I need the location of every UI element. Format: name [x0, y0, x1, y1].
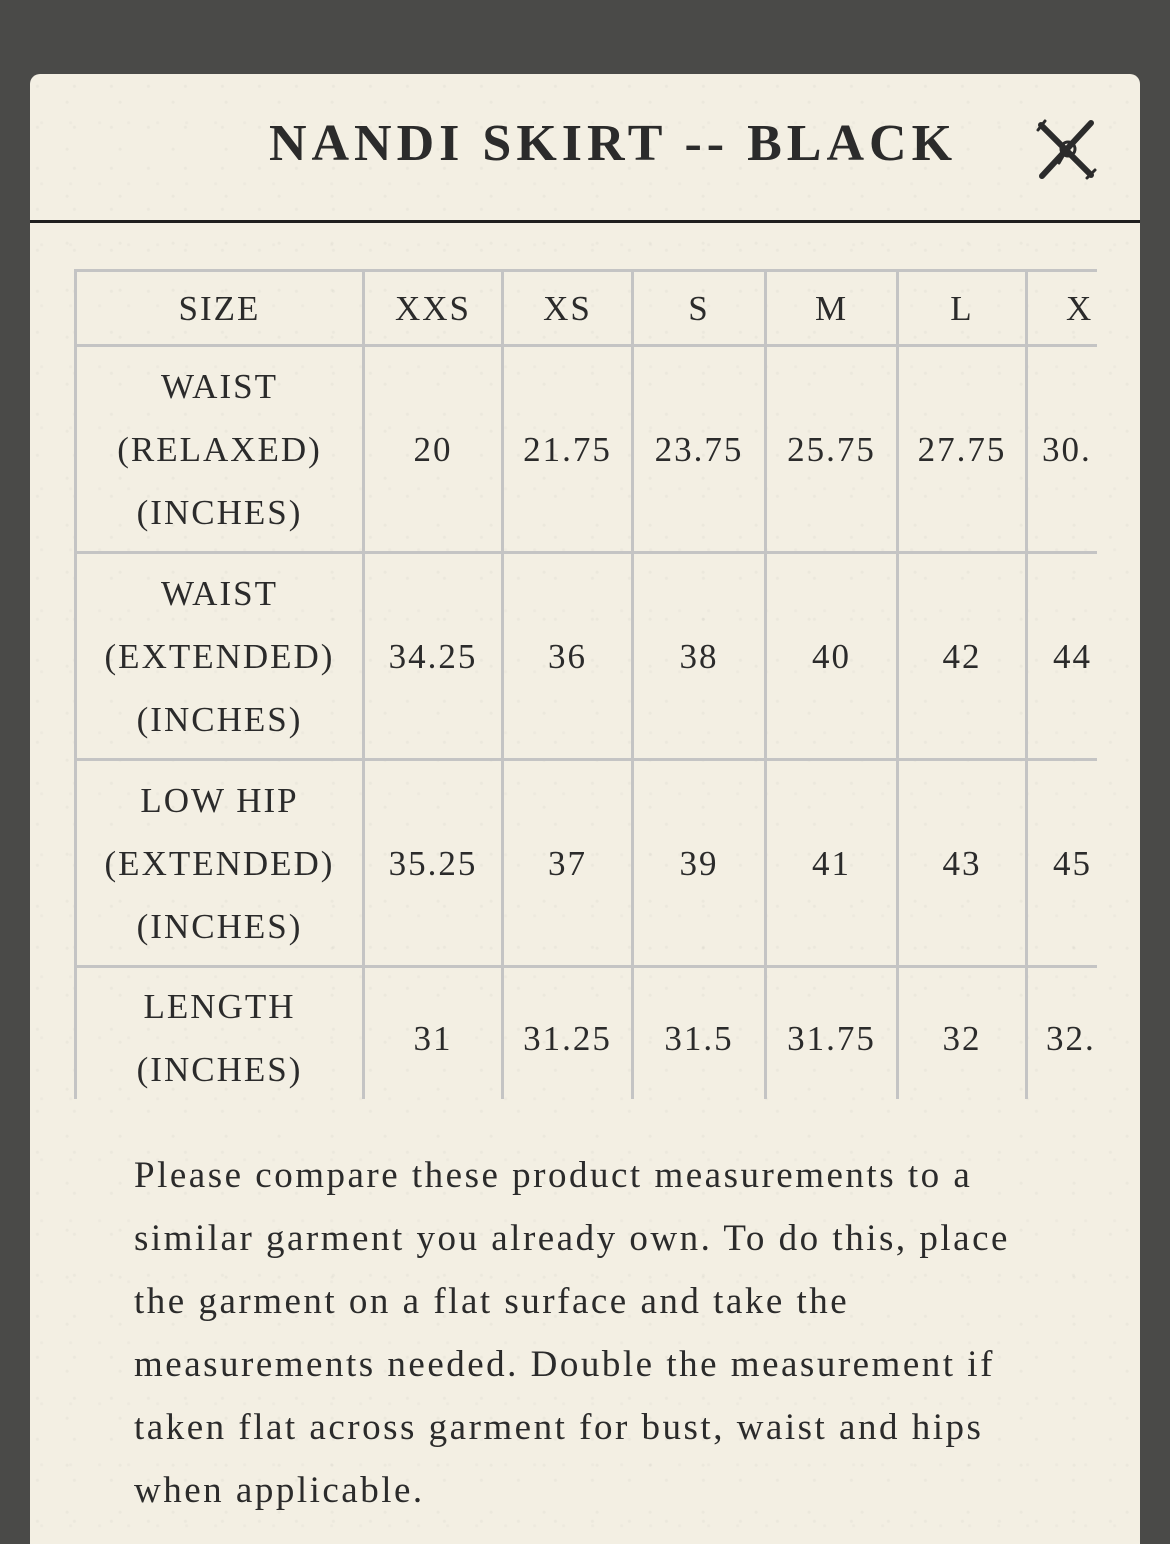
- row-label-line: WAIST: [161, 573, 278, 613]
- close-x-icon: [1033, 116, 1099, 182]
- header-cell-m: M: [766, 271, 898, 346]
- table-cell: 39: [633, 760, 766, 967]
- table-row: [76, 553, 1098, 760]
- row-label-waist-extended: [76, 553, 364, 760]
- table-cell: 32: [898, 967, 1027, 1100]
- table-cell: 37: [503, 760, 633, 967]
- table-cell: 41: [766, 760, 898, 967]
- header-cell-s: S: [633, 271, 766, 346]
- table-cell: 36: [503, 553, 633, 760]
- table-cell: 38: [633, 553, 766, 760]
- table-cell: 21.75: [503, 346, 633, 553]
- header-cell-size: SIZE: [76, 271, 364, 346]
- row-label-line: (EXTENDED): [104, 636, 335, 676]
- row-label-waist-relaxed: [76, 346, 364, 553]
- table-cell: 31.25: [503, 967, 633, 1100]
- table-cell: 32.: [1027, 967, 1098, 1100]
- size-table-scroll[interactable]: [74, 269, 1097, 1099]
- row-label-line: (RELAXED): [117, 429, 322, 469]
- header-cell-x: X: [1027, 271, 1098, 346]
- table-cell: 31.75: [766, 967, 898, 1100]
- table-row: [76, 760, 1098, 967]
- size-table: [74, 269, 1097, 1099]
- table-cell: 40: [766, 553, 898, 760]
- table-header-row: [76, 271, 1098, 346]
- measurement-instructions: Please compare these product measurements to a similar garment you already own. To do this, place the garment on a flat surface and take the measurements needed. Double the measurement if taken flat across garment for bust, waist and hips when applicable.: [134, 1155, 1010, 1511]
- table-cell: 23.75: [633, 346, 766, 553]
- table-cell: 27.75: [898, 346, 1027, 553]
- table-cell: 31: [364, 967, 503, 1100]
- table-cell: 44: [1027, 553, 1098, 760]
- close-button[interactable]: [1033, 116, 1099, 182]
- row-label-line: (EXTENDED): [104, 843, 335, 883]
- row-label-line: (INCHES): [136, 699, 303, 739]
- modal-title: NANDI SKIRT -- BLACK: [268, 115, 958, 172]
- table-cell: 31.5: [633, 967, 766, 1100]
- header-cell-l: L: [898, 271, 1027, 346]
- table-row: [76, 346, 1098, 553]
- table-cell: 34.25: [364, 553, 503, 760]
- row-label-length: [76, 967, 364, 1100]
- table-row: [76, 967, 1098, 1100]
- table-cell: 30.: [1027, 346, 1098, 553]
- row-label-line: LENGTH: [143, 987, 296, 1026]
- size-guide-modal: [30, 74, 1140, 1544]
- row-label-line: (INCHES): [136, 492, 303, 532]
- row-label-line: (INCHES): [136, 1050, 303, 1089]
- table-cell: 42: [898, 553, 1027, 760]
- table-cell: 43: [898, 760, 1027, 967]
- table-cell: 45: [1027, 760, 1098, 967]
- row-label-line: LOW HIP: [140, 780, 299, 820]
- table-cell: 35.25: [364, 760, 503, 967]
- table-cell: 25.75: [766, 346, 898, 553]
- table-cell: 20: [364, 346, 503, 553]
- header-cell-xxs: XXS: [364, 271, 503, 346]
- row-label-low-hip-extended: [76, 760, 364, 967]
- modal-header: [30, 74, 1140, 223]
- row-label-line: (INCHES): [136, 906, 303, 946]
- header-cell-xs: XS: [503, 271, 633, 346]
- row-label-line: WAIST: [161, 366, 278, 406]
